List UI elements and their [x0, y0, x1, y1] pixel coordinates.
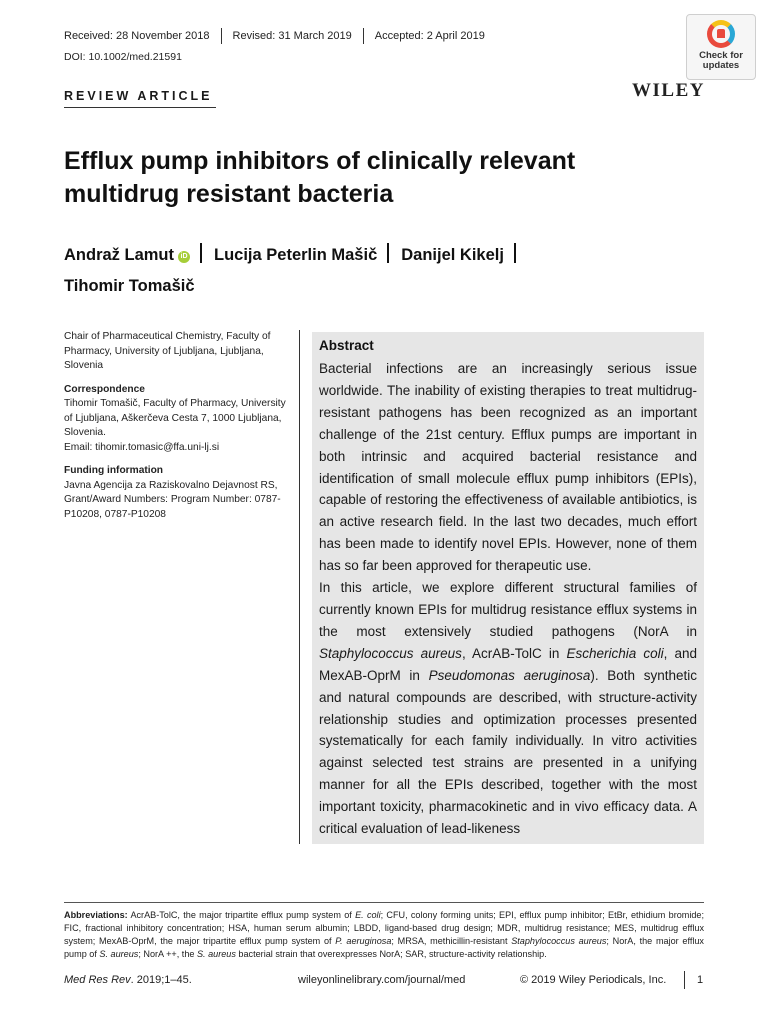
badge-line-1: Check for [699, 50, 743, 61]
doi[interactable]: DOI: 10.1002/med.21591 [64, 51, 182, 63]
species-name: Staphylococcus aureus [319, 645, 462, 661]
abstract-box [312, 332, 704, 844]
check-for-updates-badge[interactable] [686, 14, 756, 80]
paper-title: Efflux pump inhibitors of clinically relevant multidrug resistant bacteria [64, 147, 576, 208]
author-separator [514, 243, 516, 263]
correspondence-email[interactable]: Email: tihomir.tomasic@ffa.uni-lj.si [64, 441, 220, 453]
page-number: 1 [684, 971, 703, 989]
species-name: Escherichia coli [566, 645, 664, 661]
article-dates [64, 28, 485, 44]
badge-line-2: updates [702, 60, 740, 71]
column-divider [299, 330, 300, 844]
article-type-underline [64, 107, 216, 108]
correspondence-address: Tihomir Tomašič, Faculty of Pharmacy, University of Ljubljana, Aškerčeva Cesta 7, 1000 Ljubljana, Slovenia. [64, 398, 286, 438]
abstract-paragraph-2: In this article, we explore different structural families of currently known EPIs for multidrug resistance efflux systems in the most extensively studied pathogens (NorA in Staphylococcus aureus, AcrAB-TolC in Escherichia coli, and MexAB-OprM in Pseudomonas aeruginosa). Both synthetic and natural compounds are described, with structure-activity relationship studies and optimization processes presented systematically for each family individually. In vitro activities against selected test strains are presented in a unifying manner for all the EPIs described, together with the most important toxicity, pharmacokinetic and in vivo efficacy data. A critical evaluation of lead-likeness [319, 580, 698, 837]
journal-citation: Med Res Rev. 2019;1–45. [64, 974, 192, 986]
correspondence [64, 383, 292, 456]
species-name: Pseudomonas aeruginosa [428, 667, 591, 683]
abstract-paragraph-1: Bacterial infections are an increasingly serious issue worldwide. The inability of existing therapies to treat multidrug-resistant pathogens has been recognized as an important challenge of the 21st century. Efflux pumps are important in both intrinsic and acquired bacterial resistance and identification of small molecule efflux pump inhibitors (EPIs), capable of restoring the effectiveness of available antibiotics, is an active research field. In the last two decades, much effort has been made to identify novel EPIs. However, none of them has so far been approved for therapeutic use. [319, 361, 697, 574]
footnote-rule [64, 902, 704, 903]
article-type: REVIEW ARTICLE [64, 89, 213, 103]
author-list [64, 240, 704, 302]
correspondence-heading: Correspondence [64, 383, 145, 395]
abstract-heading: Abstract [319, 338, 374, 353]
author-1[interactable]: Andraž Lamut iD [64, 240, 190, 271]
author-3[interactable]: Danijel Kikelj [401, 246, 504, 264]
affiliation: Chair of Pharmaceutical Chemistry, Faculty of Pharmacy, University of Ljubljana, Ljubljana, Slovenia [64, 331, 271, 371]
funding-heading: Funding information [64, 465, 164, 476]
orcid-icon[interactable]: iD [178, 251, 190, 263]
received-date: Received: 28 November 2018 [64, 30, 210, 42]
abbreviations-label: Abbreviations: [64, 910, 128, 920]
author-separator [200, 243, 202, 263]
crossmark-icon [707, 20, 735, 48]
accepted-date: Accepted: 2 April 2019 [374, 30, 485, 42]
author-4[interactable]: Tihomir Tomašič [64, 277, 195, 295]
copyright: © 2019 Wiley Periodicals, Inc. [520, 974, 667, 986]
funding-text: Javna Agencija za Raziskovalno Dejavnost RS, Grant/Award Numbers: Program Number: 0787-P10208, 0787-P10208 [64, 479, 281, 520]
author-2[interactable]: Lucija Peterlin Mašič [214, 246, 378, 264]
publisher-logo: WILEY [632, 80, 705, 101]
date-separator [221, 28, 222, 44]
abbreviations-footnote: Abbreviations: AcrAB-TolC, the major tripartite efflux pump system of E. coli; CFU, colony forming units; EPI, efflux pump inhibitor; EtBr, ethidium bromide; FIC, fractional inhibitory concentration; HSA, human serum albumin; LBDD, ligand-based drug design; MDR, multidrug resistance; MES, multidrug efflux system; MexAB-OprM, the major tripartite efflux pump system of P. aeruginosa; MRSA, methicillin-resistant Staphylococcus aureus; NorA, the major efflux pump of S. aureus; NorA ++, the S. aureus bacterial strain that overexpresses NorA; SAR, structure-activity relationship. [64, 910, 705, 959]
date-separator [363, 28, 364, 44]
journal-url[interactable]: wileyonlinelibrary.com/journal/med [298, 974, 466, 986]
revised-date: Revised: 31 March 2019 [232, 30, 352, 42]
funding [64, 464, 292, 522]
article-info-column [64, 330, 292, 531]
author-separator [387, 243, 389, 263]
